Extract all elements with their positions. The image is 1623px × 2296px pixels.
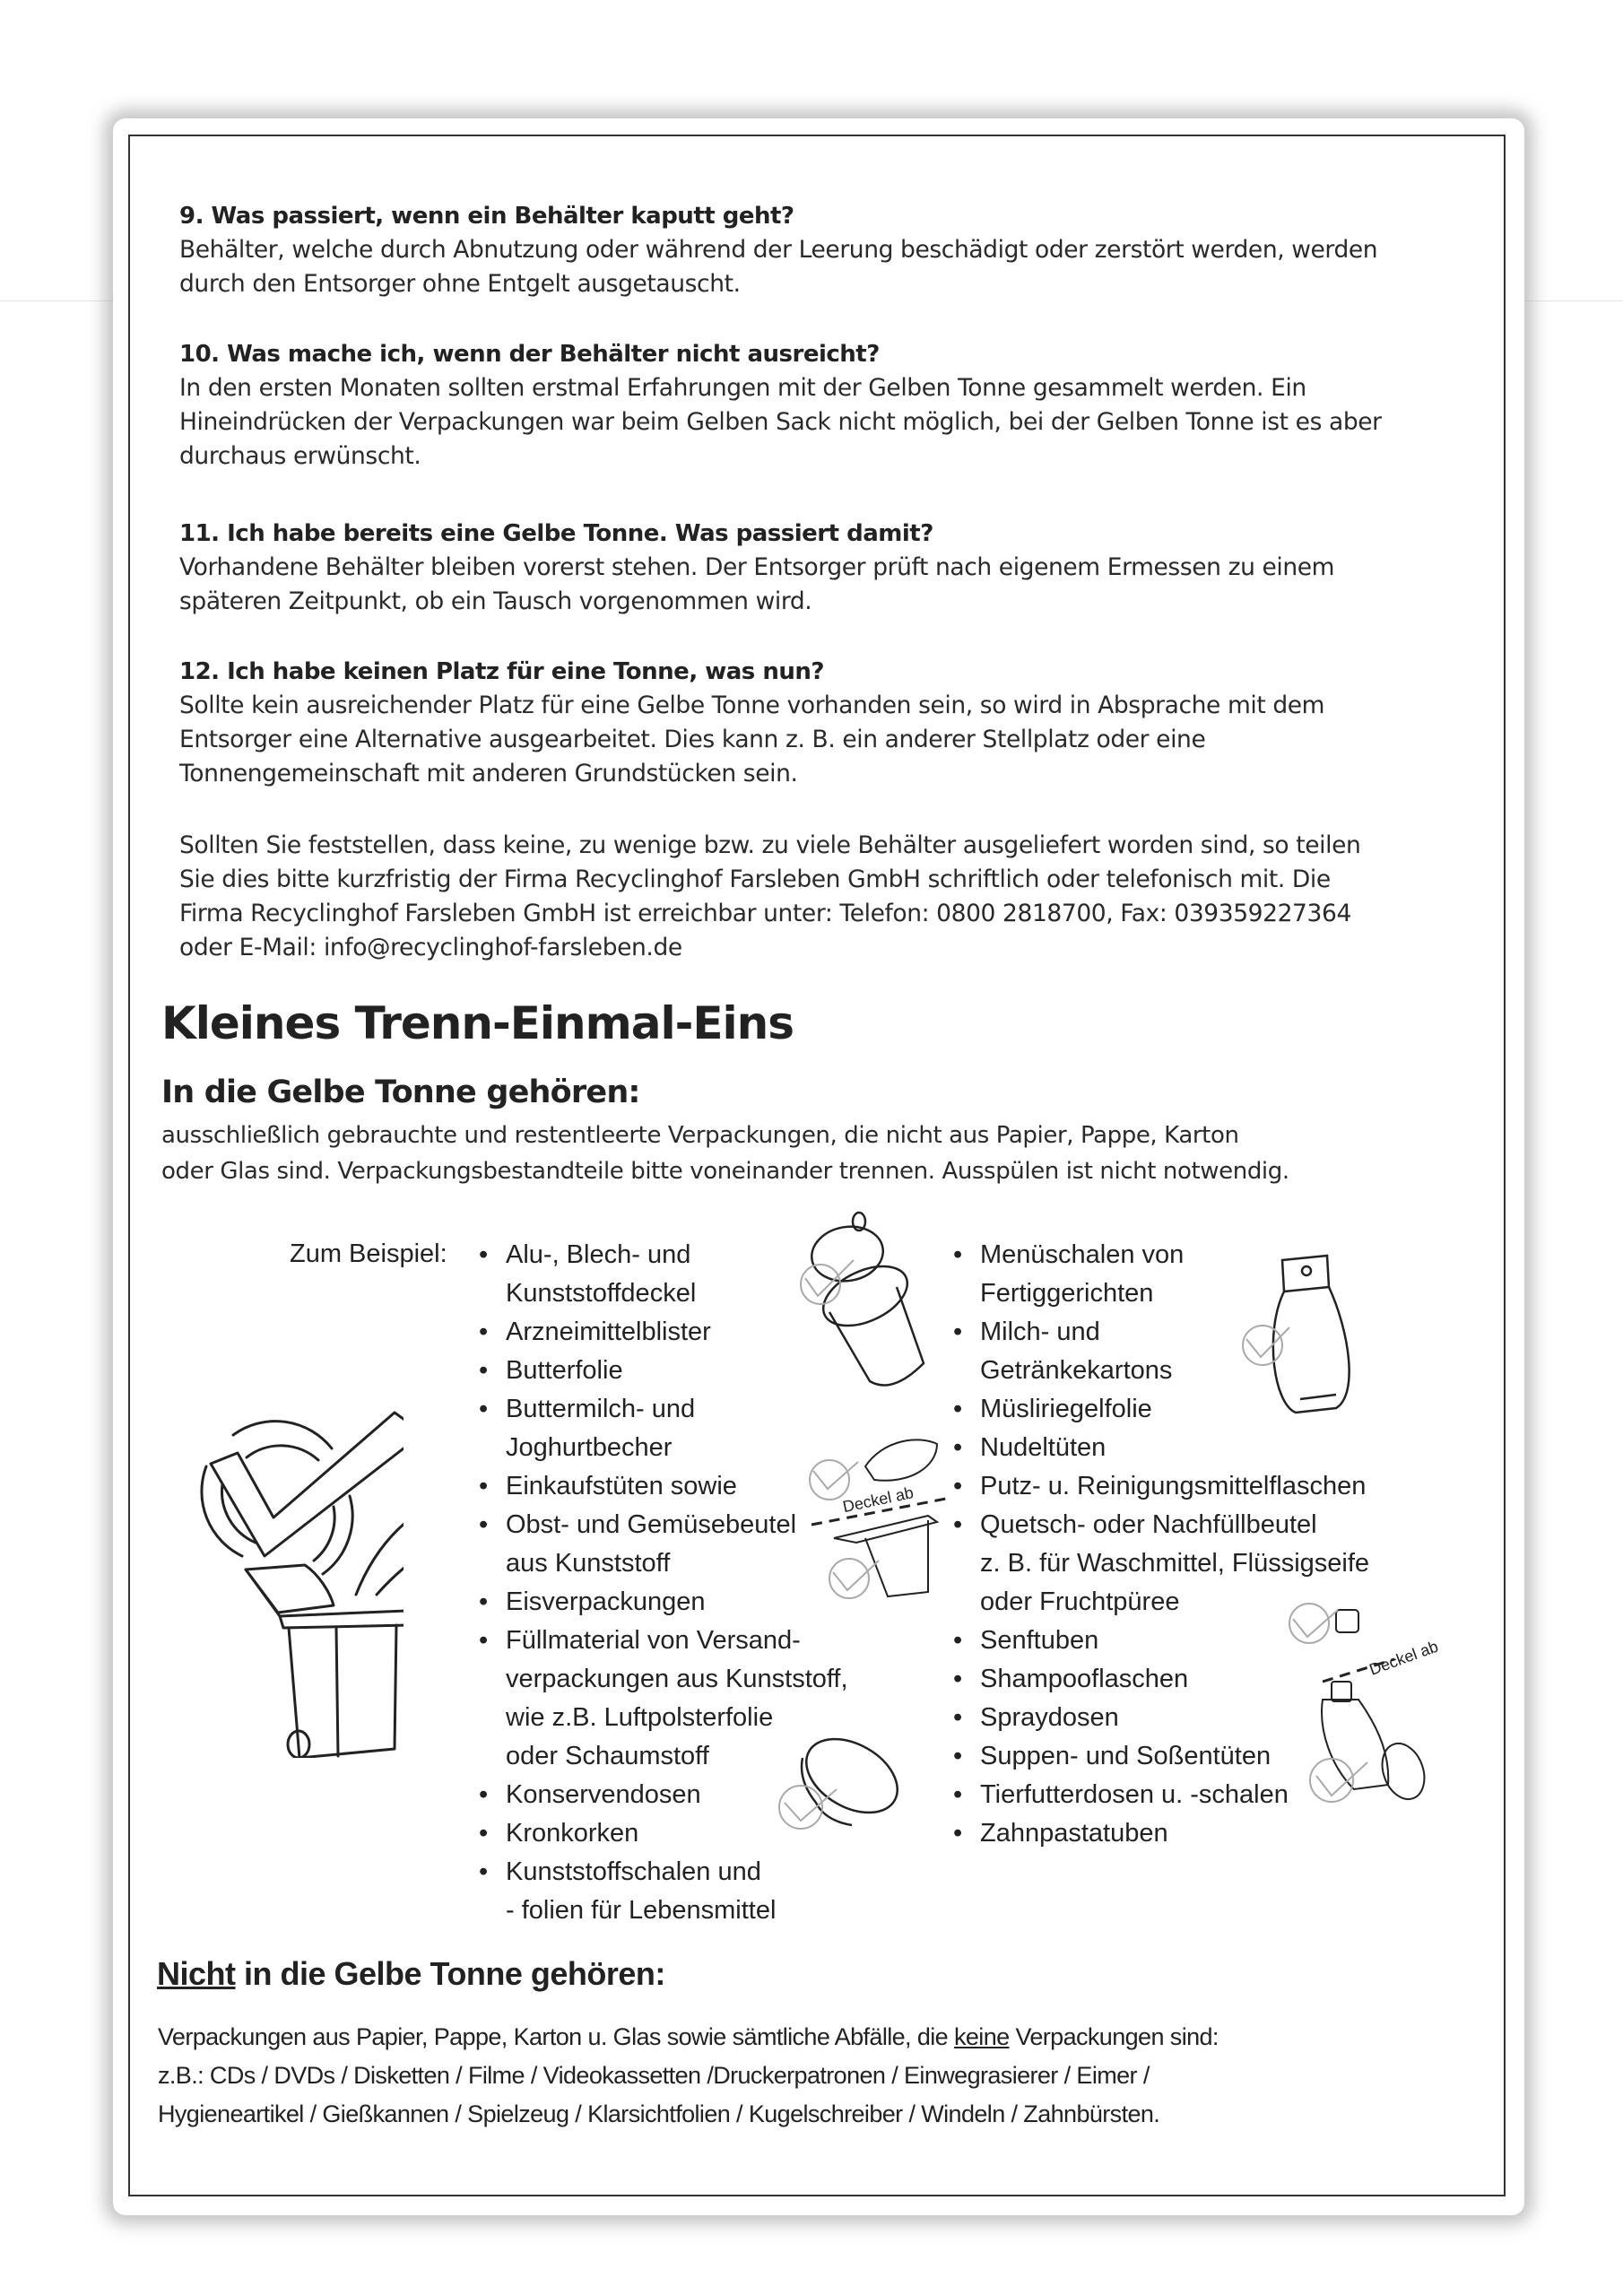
yes-intro — [161, 1118, 1471, 1189]
list-item: • Spraydosen — [953, 1699, 1369, 1737]
bullet-icon: • — [479, 1587, 489, 1616]
list-item: • Müsliriegelfolie — [953, 1390, 1369, 1429]
example-label: Zum Beispiel: — [290, 1239, 447, 1268]
faq-answer-line: durch den Entsorger ohne Entgelt ausgetauscht. — [179, 270, 741, 298]
lid-off-label: Deckel ab — [841, 1483, 916, 1517]
list-item: • Shampooflaschen — [953, 1660, 1369, 1699]
yellow-bin-check-icon — [170, 1381, 404, 1758]
bullet-icon: • — [953, 1240, 963, 1269]
no-heading-emphasis: Nicht — [157, 1955, 236, 1992]
list-item: • Konservendosen — [479, 1776, 848, 1814]
contact-line: Sie dies bitte kurzfristig der Firma Recyclinghof Farsleben GmbH schriftlich oder telefonisch mit. Die — [179, 865, 1331, 893]
no-text-line: Hygieneartikel / Gießkannen / Spielzeug / Klarsichtfolien / Kugelschreiber / Windeln / Zahnbürsten. — [158, 2100, 1160, 2127]
list-item: • Füllmaterial von Versand- verpackungen aus Kunststoff, wie z.B. Luftpolsterfolie oder Schaumstoff — [479, 1622, 848, 1776]
tin-can-lid-icon — [780, 1211, 933, 1390]
list-item: • Obst- und Gemüsebeutel aus Kunststoff — [479, 1506, 848, 1583]
bullet-icon: • — [479, 1356, 489, 1385]
toothpaste-tube-icon — [1282, 1596, 1453, 1812]
no-text — [158, 2018, 1485, 2134]
faq-answer-line: späteren Zeitpunkt, ob ein Tausch vorgenommen wird. — [179, 587, 812, 615]
guide-title: Kleines Trenn-Einmal-Eins — [161, 997, 794, 1049]
faq-answer-line: Entsorger eine Alternative ausgearbeitet. Dies kann z. B. ein anderer Stellplatz oder eine — [179, 726, 1206, 753]
faq-answer-line: Tonnengemeinschaft mit anderen Grundstücken sein. — [179, 760, 798, 787]
bullet-icon: • — [953, 1433, 963, 1462]
no-text-line: Verpackungen aus Papier, Pappe, Karton u. Glas sowie sämtliche Abfälle, die keine Verpackungen sind: — [158, 2023, 1219, 2050]
faq-answer-line: Behälter, welche durch Abnutzung oder während der Leerung beschädigt oder zerstört werden, werden — [179, 236, 1378, 264]
bullet-icon: • — [479, 1819, 489, 1848]
bullet-icon: • — [953, 1510, 963, 1539]
list-item: • Kronkorken — [479, 1814, 848, 1853]
bottle-icon — [1228, 1251, 1363, 1422]
contact-paragraph — [179, 829, 1488, 965]
yes-intro-line: ausschließlich gebrauchte und restentleerte Verpackungen, die nicht aus Papier, Pappe, Karton — [161, 1122, 1239, 1149]
bullet-icon: • — [479, 1857, 489, 1886]
bullet-icon: • — [479, 1395, 489, 1423]
faq-question: 12. Ich habe keinen Platz für eine Tonne, was nun? — [179, 658, 824, 685]
faq-question: 10. Was mache ich, wenn der Behälter nicht ausreicht? — [179, 341, 880, 368]
faq-item-12 — [179, 655, 1488, 791]
list-item: • Senftuben — [953, 1622, 1369, 1660]
list-item: • Buttermilch- und Joghurtbecher — [479, 1390, 848, 1467]
yogurt-cup-lid-icon — [803, 1422, 964, 1610]
list-item: • Quetsch- oder Nachfüllbeutel z. B. für Waschmittel, Flüssigseife oder Fruchtpüree — [953, 1506, 1369, 1622]
list-item: • Nudeltüten — [953, 1429, 1369, 1467]
faq-answer-line: Vorhandene Behälter bleiben vorerst stehen. Der Entsorger prüft nach eigenem Ermessen zu einem — [179, 553, 1335, 581]
list-item: • Kunststoffschalen und - folien für Lebensmittel — [479, 1853, 848, 1930]
list-item: • Butterfolie — [479, 1352, 848, 1390]
yes-intro-line: oder Glas sind. Verpackungsbestandteile bitte voneinander trennen. Ausspülen ist nicht notwendig. — [161, 1158, 1289, 1185]
bullet-icon: • — [953, 1780, 963, 1809]
list-item: • Eisverpackungen — [479, 1583, 848, 1622]
bullet-icon: • — [953, 1742, 963, 1770]
contact-line: oder E-Mail: info@recyclinghof-farsleben.de — [179, 934, 682, 961]
faq-item-10 — [179, 337, 1488, 474]
no-heading: Nicht in die Gelbe Tonne gehören: — [157, 1955, 665, 1992]
faq-question: 9. Was passiert, wenn ein Behälter kaputt geht? — [179, 203, 794, 230]
bottle-cap-icon — [767, 1726, 910, 1843]
list-item: • Arzneimittelblister — [479, 1313, 848, 1352]
list-item: • Tierfutterdosen u. -schalen — [953, 1776, 1369, 1814]
list-item: • Alu-, Blech- und Kunststoffdeckel — [479, 1236, 848, 1313]
no-text-line: z.B.: CDs / DVDs / Disketten / Filme / Videokassetten /Druckerpatronen / Einwegrasierer / Eimer / — [158, 2062, 1150, 2089]
bullet-icon: • — [479, 1318, 489, 1346]
bullet-icon: • — [953, 1703, 963, 1732]
bullet-icon: • — [953, 1819, 963, 1848]
list-item: • Milch- und Getränkekartons — [953, 1313, 1369, 1390]
bullet-icon: • — [953, 1472, 963, 1500]
bullet-icon: • — [479, 1626, 489, 1655]
contact-line: Sollten Sie feststellen, dass keine, zu wenige bzw. zu viele Behälter ausgeliefert worden sind, so teilen — [179, 831, 1361, 859]
bullet-icon: • — [953, 1318, 963, 1346]
list-item: • Zahnpastatuben — [953, 1814, 1369, 1853]
faq-question: 11. Ich habe bereits eine Gelbe Tonne. Was passiert damit? — [179, 520, 933, 547]
list-item: • Einkaufstüten sowie — [479, 1467, 848, 1506]
list-item: • Putz- u. Reinigungsmittelflaschen — [953, 1467, 1369, 1506]
bullet-icon: • — [953, 1626, 963, 1655]
faq-answer-line: Hineindrücken der Verpackungen war beim Gelben Sack nicht möglich, bei der Gelben Tonne ist es aber — [179, 408, 1382, 436]
bullet-icon: • — [479, 1472, 489, 1500]
lid-off-label: Deckel ab — [1367, 1637, 1441, 1679]
faq-answer-line: In den ersten Monaten sollten erstmal Erfahrungen mit der Gelben Tonne gesammelt werden. Ein — [179, 374, 1306, 402]
faq-answer-line: durchaus erwünscht. — [179, 442, 421, 470]
bullet-icon: • — [479, 1780, 489, 1809]
faq-answer-line: Sollte kein ausreichender Platz für eine Gelbe Tonne vorhanden sein, so wird in Absprache mit dem — [179, 691, 1325, 719]
list-item: • Menüschalen von Fertiggerichten — [953, 1236, 1369, 1313]
faq-item-9 — [179, 199, 1488, 301]
no-emphasis: keine — [953, 2023, 1010, 2050]
bullet-icon: • — [953, 1395, 963, 1423]
yes-heading: In die Gelbe Tonne gehören: — [161, 1074, 640, 1110]
bullet-icon: • — [953, 1665, 963, 1693]
bullet-icon: • — [479, 1240, 489, 1269]
faq-item-11 — [179, 517, 1488, 619]
list-item: • Suppen- und Soßentüten — [953, 1737, 1369, 1776]
contact-line: Firma Recyclinghof Farsleben GmbH ist erreichbar unter: Telefon: 0800 2818700, Fax: 039359227364 — [179, 900, 1351, 927]
bullet-icon: • — [479, 1510, 489, 1539]
